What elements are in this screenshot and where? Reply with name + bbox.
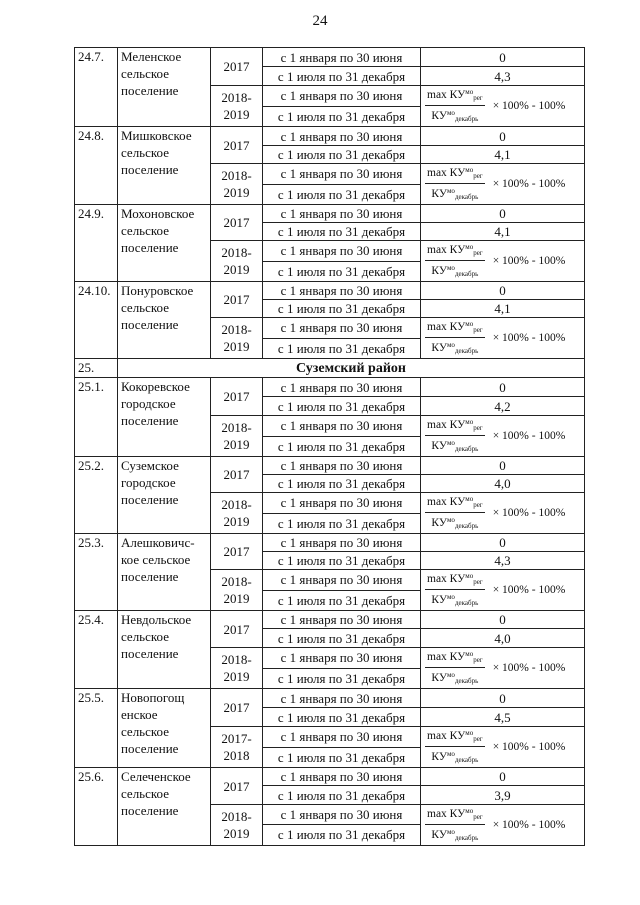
year-cell: 2017	[211, 689, 263, 727]
period-first-half: с 1 января по 30 июня	[263, 282, 421, 300]
value-second-half: 3,9	[421, 786, 585, 805]
district-name: Суземский район	[118, 359, 585, 378]
formula-numerator: $\max КУ^{мо}_{рег}$	[425, 570, 485, 590]
year-range-cell: 2018- 2019	[211, 416, 263, 457]
row-number: 25.2.	[75, 457, 118, 534]
formula-fraction	[425, 241, 485, 281]
row-number: 24.10.	[75, 282, 118, 359]
table-row	[75, 378, 585, 397]
formula-tail: × 100% - 100%	[492, 254, 566, 267]
period-second-half: с 1 июля по 31 декабря	[263, 106, 421, 127]
settlement-name: Понуровское сельское поселение	[118, 282, 211, 359]
formula-numerator: $\max КУ^{мо}_{рег}$	[425, 164, 485, 184]
formula-cell	[421, 241, 585, 282]
period-second-half: с 1 июля по 31 декабря	[263, 338, 421, 359]
row-number: 24.9.	[75, 205, 118, 282]
formula-numerator: $\max КУ^{мо}_{рег}$	[425, 727, 485, 747]
period-first-half: с 1 января по 30 июня	[263, 241, 421, 262]
table-row	[75, 457, 585, 475]
value-second-half: 4,0	[421, 475, 585, 493]
value-second-half: 4,3	[421, 67, 585, 86]
table-row	[75, 534, 585, 552]
year-cell: 2017	[211, 127, 263, 164]
year-range-cell: 2018- 2019	[211, 805, 263, 846]
value-first-half: 0	[421, 282, 585, 300]
value-second-half: 4,1	[421, 146, 585, 164]
period-first-half: с 1 января по 30 июня	[263, 611, 421, 629]
year-cell: 2017	[211, 205, 263, 241]
year-range-cell: 2018- 2019	[211, 570, 263, 611]
value-first-half: 0	[421, 205, 585, 223]
tariff-schedule-table	[74, 47, 585, 846]
year-range-cell: 2017- 2018	[211, 727, 263, 768]
value-first-half: 0	[421, 457, 585, 475]
formula-fraction	[425, 164, 485, 204]
formula-numerator: $\max КУ^{мо}_{рег}$	[425, 805, 485, 825]
value-first-half: 0	[421, 689, 585, 708]
formula-fraction	[425, 416, 485, 456]
tariff-formula	[424, 805, 581, 845]
period-first-half: с 1 января по 30 июня	[263, 805, 421, 825]
formula-fraction	[425, 318, 485, 358]
year-range-cell: 2018- 2019	[211, 648, 263, 689]
period-second-half: с 1 июля по 31 декабря	[263, 300, 421, 318]
formula-fraction	[425, 493, 485, 533]
period-first-half: с 1 января по 30 июня	[263, 318, 421, 339]
period-first-half: с 1 января по 30 июня	[263, 570, 421, 591]
formula-tail: × 100% - 100%	[492, 583, 566, 596]
table-row	[75, 768, 585, 786]
settlement-name: Селеченское сельское поселение	[118, 768, 211, 846]
settlement-name: Меленское сельское поселение	[118, 48, 211, 127]
formula-numerator: $\max КУ^{мо}_{рег}$	[425, 318, 485, 338]
tariff-formula	[424, 416, 581, 456]
period-first-half: с 1 января по 30 июня	[263, 768, 421, 786]
period-first-half: с 1 января по 30 июня	[263, 534, 421, 552]
formula-denominator: $КУ^{мо}_{декабрь}$	[431, 341, 479, 355]
period-first-half: с 1 января по 30 июня	[263, 164, 421, 185]
value-second-half: 4,1	[421, 300, 585, 318]
year-range-cell: 2018- 2019	[211, 241, 263, 282]
period-second-half: с 1 июля по 31 декабря	[263, 67, 421, 86]
value-first-half: 0	[421, 768, 585, 786]
year-cell: 2017	[211, 282, 263, 318]
period-second-half: с 1 июля по 31 декабря	[263, 708, 421, 727]
tariff-formula	[424, 493, 581, 533]
settlement-name: Мишковское сельское поселение	[118, 127, 211, 205]
value-first-half: 0	[421, 611, 585, 629]
period-second-half: с 1 июля по 31 декабря	[263, 436, 421, 457]
tariff-formula	[424, 570, 581, 610]
row-number: 25.3.	[75, 534, 118, 611]
district-row	[75, 359, 585, 378]
formula-numerator: $\max КУ^{мо}_{рег}$	[425, 416, 485, 436]
formula-cell	[421, 570, 585, 611]
period-second-half: с 1 июля по 31 декабря	[263, 668, 421, 689]
period-second-half: с 1 июля по 31 декабря	[263, 629, 421, 648]
table-row	[75, 689, 585, 708]
formula-denominator: $КУ^{мо}_{декабрь}$	[431, 828, 479, 842]
settlement-name: Суземское городское поселение	[118, 457, 211, 534]
period-second-half: с 1 июля по 31 декабря	[263, 475, 421, 493]
year-cell: 2017	[211, 768, 263, 805]
formula-numerator: $\max КУ^{мо}_{рег}$	[425, 493, 485, 513]
period-first-half: с 1 января по 30 июня	[263, 205, 421, 223]
period-second-half: с 1 июля по 31 декабря	[263, 397, 421, 416]
value-second-half: 4,5	[421, 708, 585, 727]
period-second-half: с 1 июля по 31 декабря	[263, 184, 421, 205]
formula-tail: × 100% - 100%	[492, 99, 566, 112]
tariff-formula	[424, 727, 581, 767]
settlement-name: Кокоревское городское поселение	[118, 378, 211, 457]
formula-cell	[421, 648, 585, 689]
year-cell: 2017	[211, 534, 263, 570]
formula-denominator: $КУ^{мо}_{декабрь}$	[431, 109, 479, 123]
tariff-formula	[424, 86, 581, 126]
table-row	[75, 127, 585, 146]
tariff-formula	[424, 648, 581, 688]
formula-denominator: $КУ^{мо}_{декабрь}$	[431, 593, 479, 607]
formula-cell	[421, 416, 585, 457]
formula-denominator: $КУ^{мо}_{декабрь}$	[431, 264, 479, 278]
period-first-half: с 1 января по 30 июня	[263, 457, 421, 475]
formula-denominator: $КУ^{мо}_{декабрь}$	[431, 516, 479, 530]
row-number: 25.6.	[75, 768, 118, 846]
period-second-half: с 1 июля по 31 декабря	[263, 786, 421, 805]
formula-cell	[421, 493, 585, 534]
value-second-half: 4,2	[421, 397, 585, 416]
period-first-half: с 1 января по 30 июня	[263, 493, 421, 514]
table-row	[75, 282, 585, 300]
value-first-half: 0	[421, 378, 585, 397]
value-second-half: 4,3	[421, 552, 585, 570]
formula-cell	[421, 805, 585, 846]
period-first-half: с 1 января по 30 июня	[263, 378, 421, 397]
year-cell: 2017	[211, 611, 263, 648]
year-cell: 2017	[211, 378, 263, 416]
formula-numerator: $\max КУ^{мо}_{рег}$	[425, 648, 485, 668]
value-first-half: 0	[421, 127, 585, 146]
year-range-cell: 2018- 2019	[211, 493, 263, 534]
year-range-cell: 2018- 2019	[211, 318, 263, 359]
row-number: 25.1.	[75, 378, 118, 457]
formula-tail: × 100% - 100%	[492, 429, 566, 442]
row-number: 25.4.	[75, 611, 118, 689]
period-first-half: с 1 января по 30 июня	[263, 127, 421, 146]
year-range-cell: 2018- 2019	[211, 164, 263, 205]
period-second-half: с 1 июля по 31 декабря	[263, 590, 421, 611]
formula-fraction	[425, 648, 485, 688]
period-first-half: с 1 января по 30 июня	[263, 689, 421, 708]
period-second-half: с 1 июля по 31 декабря	[263, 824, 421, 845]
period-first-half: с 1 января по 30 июня	[263, 648, 421, 669]
value-first-half: 0	[421, 534, 585, 552]
settlement-name: Новопогощ енское сельское поселение	[118, 689, 211, 768]
value-first-half: 0	[421, 48, 585, 67]
year-cell: 2017	[211, 48, 263, 86]
formula-cell	[421, 318, 585, 359]
table-row	[75, 611, 585, 629]
row-number: 24.7.	[75, 48, 118, 127]
formula-fraction	[425, 727, 485, 767]
formula-denominator: $КУ^{мо}_{декабрь}$	[431, 750, 479, 764]
settlement-name: Невдольское сельское поселение	[118, 611, 211, 689]
formula-fraction	[425, 570, 485, 610]
value-second-half: 4,1	[421, 223, 585, 241]
table-row	[75, 205, 585, 223]
period-second-half: с 1 июля по 31 декабря	[263, 146, 421, 164]
formula-cell	[421, 727, 585, 768]
period-first-half: с 1 января по 30 июня	[263, 416, 421, 437]
period-first-half: с 1 января по 30 июня	[263, 86, 421, 107]
period-second-half: с 1 июля по 31 декабря	[263, 261, 421, 282]
period-second-half: с 1 июля по 31 декабря	[263, 513, 421, 534]
formula-tail: × 100% - 100%	[492, 740, 566, 753]
formula-denominator: $КУ^{мо}_{декабрь}$	[431, 187, 479, 201]
formula-tail: × 100% - 100%	[492, 177, 566, 190]
tariff-formula	[424, 164, 581, 204]
year-range-cell: 2018- 2019	[211, 86, 263, 127]
value-second-half: 4,0	[421, 629, 585, 648]
period-second-half: с 1 июля по 31 декабря	[263, 223, 421, 241]
row-number: 24.8.	[75, 127, 118, 205]
formula-fraction	[425, 805, 485, 845]
formula-tail: × 100% - 100%	[492, 506, 566, 519]
formula-fraction	[425, 86, 485, 126]
page-number: 24	[312, 13, 328, 29]
formula-numerator: $\max КУ^{мо}_{рег}$	[425, 86, 485, 106]
formula-cell	[421, 86, 585, 127]
tariff-formula	[424, 318, 581, 358]
period-first-half: с 1 января по 30 июня	[263, 727, 421, 748]
period-second-half: с 1 июля по 31 декабря	[263, 747, 421, 768]
formula-denominator: $КУ^{мо}_{декабрь}$	[431, 671, 479, 685]
table-row	[75, 48, 585, 67]
settlement-name: Мохоновское сельское поселение	[118, 205, 211, 282]
tariff-formula	[424, 241, 581, 281]
period-second-half: с 1 июля по 31 декабря	[263, 552, 421, 570]
formula-tail: × 100% - 100%	[492, 661, 566, 674]
formula-denominator: $КУ^{мо}_{декабрь}$	[431, 439, 479, 453]
settlement-name: Алешковичс- кое сельское поселение	[118, 534, 211, 611]
row-number: 25.5.	[75, 689, 118, 768]
year-cell: 2017	[211, 457, 263, 493]
formula-numerator: $\max КУ^{мо}_{рег}$	[425, 241, 485, 261]
period-first-half: с 1 января по 30 июня	[263, 48, 421, 67]
formula-cell	[421, 164, 585, 205]
formula-tail: × 100% - 100%	[492, 331, 566, 344]
formula-tail: × 100% - 100%	[492, 818, 566, 831]
row-number: 25.	[75, 359, 118, 378]
